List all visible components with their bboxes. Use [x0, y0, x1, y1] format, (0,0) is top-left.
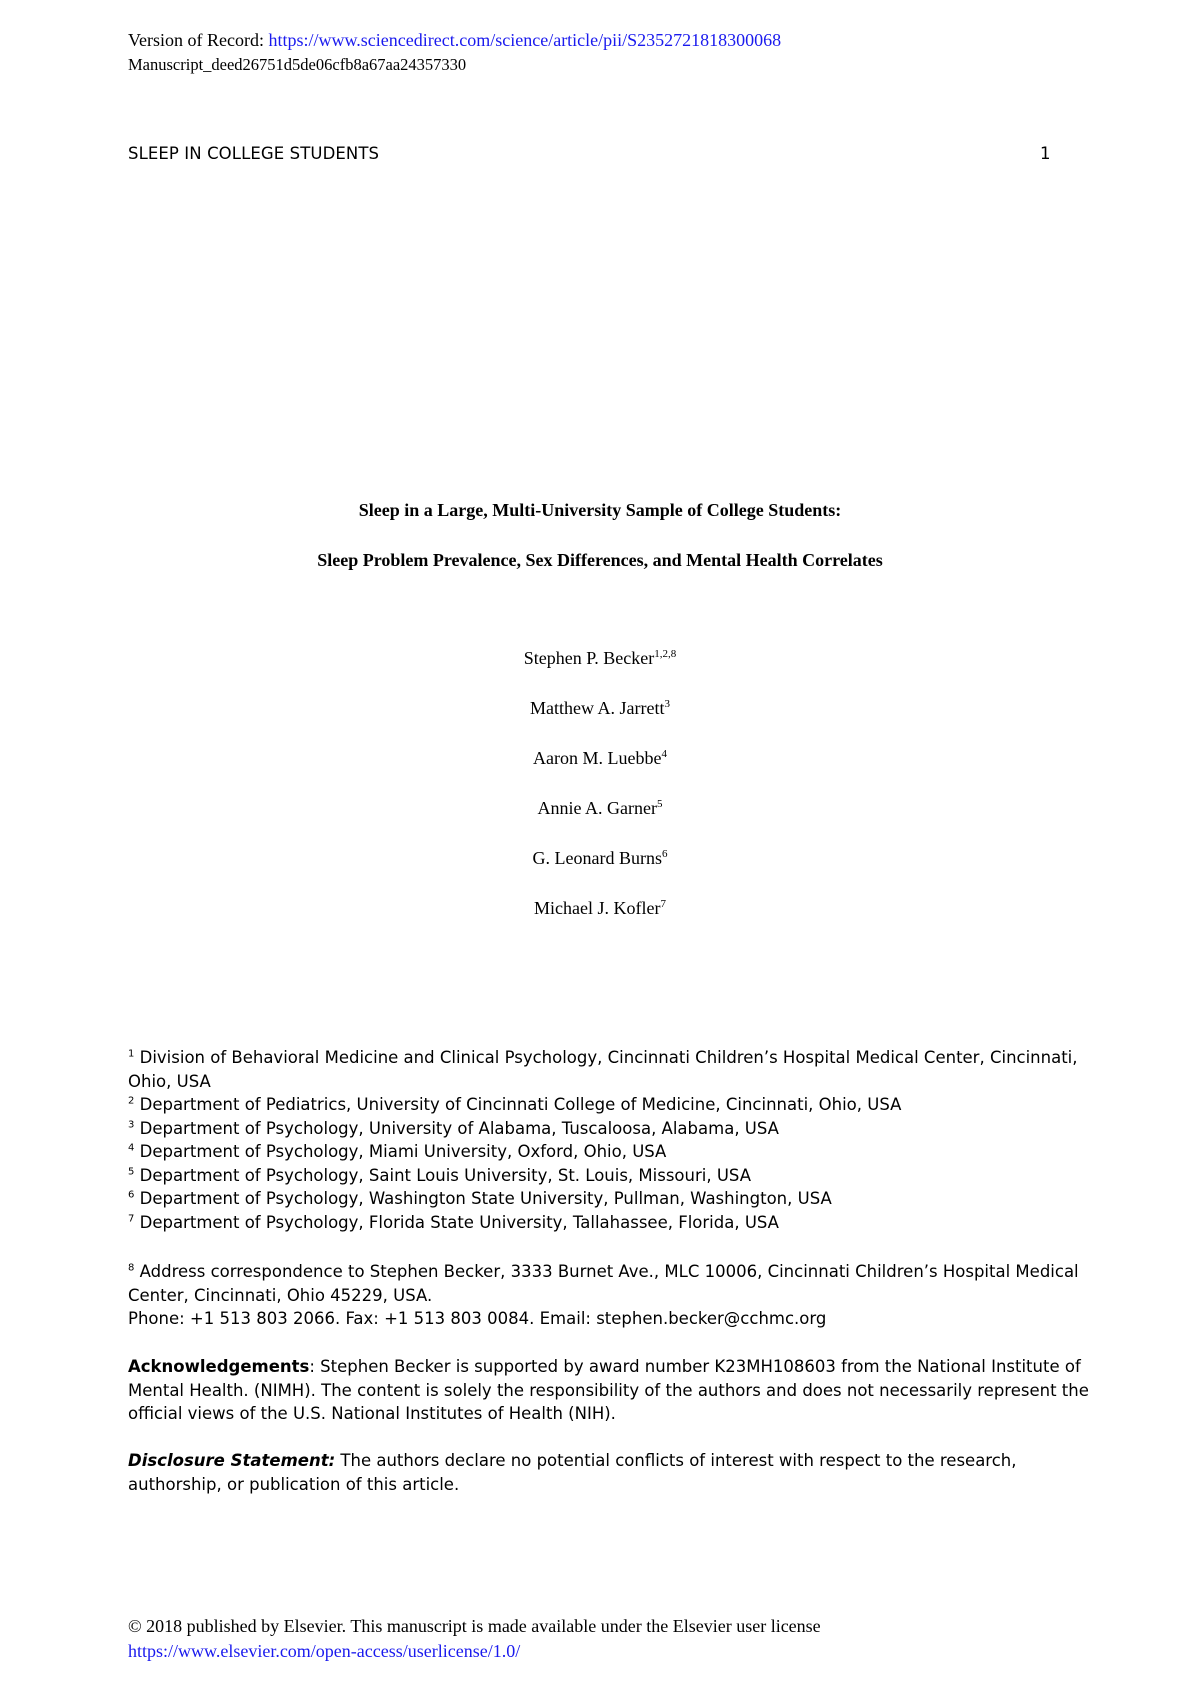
- affiliation: [128, 1164, 1088, 1188]
- author-affiliation-marker: 6: [661, 848, 668, 860]
- license-url-line: [128, 1639, 520, 1663]
- version-of-record-line: [128, 28, 781, 52]
- author: [0, 796, 1200, 820]
- author-affiliation-marker: 5: [656, 798, 663, 810]
- correspondence-address-text: Address correspondence to Stephen Becker, 3333 Burnet Ave., MLC 10006, Cincinnati Children’s Hospital Medical Center, Cincinnati, Ohio 45229, USA.: [128, 1262, 1079, 1305]
- acknowledgements-paragraph: [128, 1355, 1098, 1426]
- correspondence-address: [128, 1260, 1088, 1307]
- author-name: G. Leonard Burns: [532, 848, 662, 868]
- affiliation: [128, 1187, 1088, 1211]
- author-affiliation-marker: 7: [660, 898, 666, 910]
- affiliation-text: Division of Behavioral Medicine and Clinical Psychology, Cincinnati Children’s Hospital Medical Center, Cincinnati, Ohio, USA: [128, 1048, 1078, 1091]
- author-name: Matthew A. Jarrett: [530, 698, 665, 718]
- author: [0, 896, 1200, 920]
- author-affiliation-marker: 1,2,8: [654, 648, 677, 660]
- author: [0, 646, 1200, 670]
- affiliation-text: Department of Pediatrics, University of Cincinnati College of Medicine, Cincinnati, Ohio, USA: [134, 1095, 902, 1114]
- author-name: Aaron M. Luebbe: [533, 748, 662, 768]
- affiliation-marker: 5: [128, 1166, 135, 1177]
- affiliation-marker: 2: [128, 1095, 135, 1107]
- affiliation-marker: 3: [128, 1119, 135, 1130]
- acknowledgements-label: Acknowledgements: [128, 1357, 310, 1376]
- page-number: 1: [1040, 144, 1051, 163]
- acknowledgements-text: : Stephen Becker is supported by award number K23MH108603 from the National Institute of Mental Health. (NIMH). The content is solely the responsibility of the authors and does not necessarily represent the official views of the U.S. National Institutes of Health (NIH).: [128, 1357, 1089, 1423]
- affiliation-text: Department of Psychology, University of Alabama, Tuscaloosa, Alabama, USA: [134, 1118, 779, 1138]
- affiliation-marker: 1: [128, 1048, 135, 1060]
- correspondence-block: [128, 1260, 1088, 1331]
- author-name: Michael J. Kofler: [534, 898, 661, 918]
- author-name: Stephen P. Becker: [523, 648, 655, 668]
- running-head-title: SLEEP IN COLLEGE STUDENTS: [128, 144, 380, 163]
- article-title-line-2: Sleep Problem Prevalence, Sex Differences, and Mental Health Correlates: [317, 550, 883, 570]
- affiliation-text: Department of Psychology, Miami University, Oxford, Ohio, USA: [134, 1142, 667, 1161]
- affiliation: [128, 1140, 1088, 1164]
- affiliation-list: [128, 1046, 1088, 1234]
- license-link[interactable]: https://www.elsevier.com/open-access/userlicense/1.0/: [128, 1641, 521, 1661]
- author-name: Annie A. Garner: [537, 798, 657, 818]
- manuscript-id: Manuscript_deed26751d5de06cfb8a67aa24357330: [128, 55, 467, 74]
- author: [0, 746, 1200, 770]
- disclosure-paragraph: [128, 1449, 1098, 1496]
- version-of-record-label: Version of Record:: [128, 30, 269, 50]
- affiliation-marker: 4: [128, 1142, 135, 1154]
- affiliation-text: Department of Psychology, Washington State University, Pullman, Washington, USA: [134, 1189, 832, 1208]
- correspondence-marker: 8: [128, 1262, 135, 1274]
- correspondence-contact: Phone: +1 513 803 2066. Fax: +1 513 803 0084. Email: stephen.becker@cchmc.org: [128, 1309, 827, 1328]
- author-affiliation-marker: 3: [664, 698, 670, 710]
- disclosure-label: Disclosure Statement:: [128, 1451, 336, 1470]
- affiliation: [128, 1046, 1088, 1093]
- affiliation: [128, 1117, 1088, 1141]
- affiliation: [128, 1211, 1088, 1235]
- author-affiliation-marker: 4: [661, 748, 667, 760]
- affiliation-marker: 7: [128, 1213, 135, 1224]
- article-title-line-1: Sleep in a Large, Multi-University Sample of College Students:: [358, 500, 842, 520]
- affiliation-text: Department of Psychology, Saint Louis University, St. Louis, Missouri, USA: [134, 1165, 751, 1185]
- affiliation: [128, 1093, 1088, 1117]
- affiliation-marker: 6: [128, 1189, 135, 1201]
- disclosure-text: The authors declare no potential conflicts of interest with respect to the research, authorship, or publication of this article.: [128, 1451, 1017, 1494]
- author: [0, 696, 1200, 720]
- affiliation-text: Department of Psychology, Florida State University, Tallahassee, Florida, USA: [134, 1212, 779, 1232]
- license-text: © 2018 published by Elsevier. This manuscript is made available under the Elsevier user license: [128, 1616, 821, 1636]
- version-of-record-link[interactable]: https://www.sciencedirect.com/science/article/pii/S2352721818300068: [268, 30, 782, 50]
- author: [0, 846, 1200, 870]
